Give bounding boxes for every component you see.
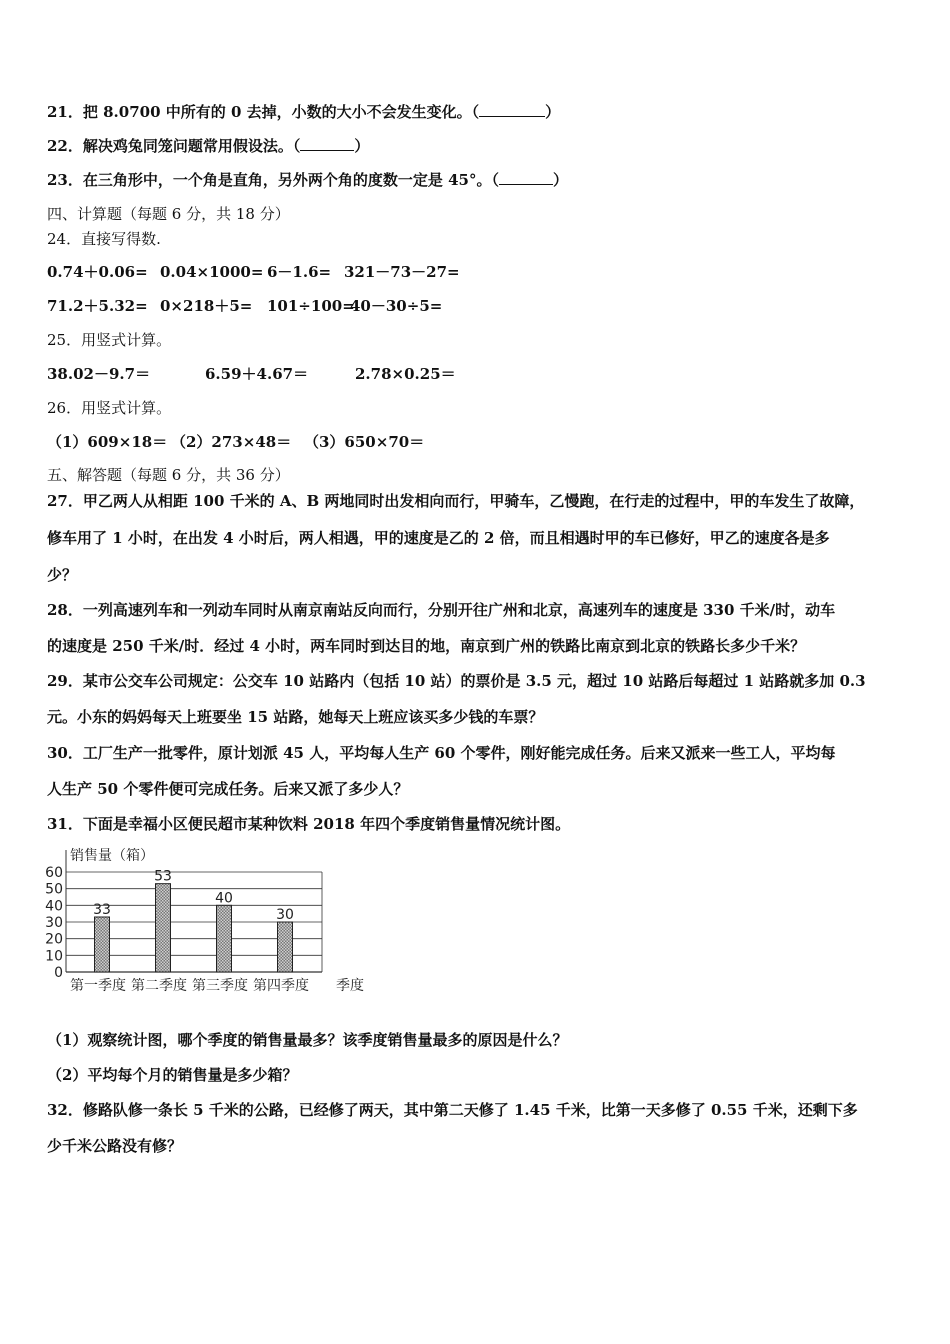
bar — [278, 922, 293, 972]
q27-line-2: 修车用了 1 小时，在出发 4 小时后，两人相遇，甲的速度是乙的 2 倍，而且相遇时甲的车已修好，甲乙的速度各是多 — [47, 529, 830, 547]
sales-bar-chart — [42, 840, 382, 995]
q23-line — [47, 170, 568, 190]
y-tick-label: 40 — [45, 898, 63, 915]
q25-item: 2.78×0.25＝ — [355, 365, 456, 383]
section-4-heading: 四、计算题（每题 6 分，共 18 分） — [47, 205, 290, 223]
bar-value-label: 40 — [215, 890, 233, 907]
q22-answer-blank[interactable] — [300, 136, 354, 151]
q32-line-2: 少千米公路没有修？ — [47, 1137, 183, 1155]
y-tick-label: 60 — [45, 865, 63, 881]
q29-line-2: 元。小东的妈妈每天上班要坐 15 站路，她每天上班应该买多少钱的车票？ — [47, 708, 544, 726]
q29-line-1: 29．某市公交车公司规定：公交车 10 站路内（包括 10 站）的票价是 3.5 元，超过 10 站路后每超过 1 站路就多加 0.3 — [47, 672, 866, 690]
q24-item: 0.74＋0.06= — [47, 263, 148, 281]
y-tick-label: 10 — [45, 948, 63, 965]
q26-item: （2）273×48＝ — [171, 433, 292, 451]
bar — [217, 905, 232, 972]
q23-close: ） — [552, 171, 568, 189]
q31-sub-2: （2）平均每个月的销售量是多少箱？ — [47, 1066, 298, 1084]
q21-text: 21．把 8.0700 中所有的 0 去掉，小数的大小不会发生变化。（ — [47, 103, 480, 121]
q21-close: ） — [545, 103, 561, 121]
q27-line-3: 少？ — [47, 566, 78, 584]
q32-line-1: 32．修路队修一条长 5 千米的公路，已经修了两天，其中第二天修了 1.45 千米，比第一天多修了 0.55 千米，还剩下多 — [47, 1101, 858, 1119]
q24-item: 321－73－27= — [344, 263, 460, 281]
q23-text: 23．在三角形中，一个角是直角，另外两个角的度数一定是 45°。（ — [47, 171, 499, 189]
q31-title: 31．下面是幸福小区便民超市某种饮料 2018 年四个季度销售量情况统计图。 — [47, 815, 571, 833]
y-tick-label: 30 — [45, 915, 63, 931]
x-tick-label: 第三季度 — [192, 978, 248, 994]
q24-row-1 — [47, 262, 460, 282]
q22-line — [47, 136, 369, 156]
q24-title: 24．直接写得数. — [47, 230, 161, 248]
y-tick-label: 50 — [45, 881, 63, 898]
q24-row-2 — [47, 296, 442, 316]
q21-line — [47, 102, 560, 122]
y-axis-title: 销售量（箱） — [70, 848, 154, 864]
bar-value-label: 30 — [276, 907, 294, 923]
q26-items — [47, 432, 424, 452]
q25-item: 38.02－9.7＝ — [47, 365, 151, 383]
q24-item: 6－1.6= — [267, 263, 332, 281]
q23-answer-blank[interactable] — [499, 170, 553, 185]
q30-line-1: 30．工厂生产一批零件，原计划派 45 人，平均每人生产 60 个零件，刚好能完成任务。后来又派来一些工人，平均每 — [47, 744, 836, 762]
q26-item: （3）650×70＝ — [304, 433, 425, 451]
q30-line-2: 人生产 50 个零件便可完成任务。后来又派了多少人？ — [47, 780, 409, 798]
x-axis-title: 季度 — [336, 978, 364, 994]
q28-line-1: 28．一列高速列车和一列动车同时从南京南站反向而行，分别开往广州和北京，高速列车的速度是 330 千米/时，动车 — [47, 601, 836, 619]
q22-close: ） — [354, 137, 370, 155]
x-tick-label: 第一季度 — [70, 978, 126, 994]
q27-line-1: 27．甲乙两人从相距 100 千米的 A、B 两地同时出发相向而行，甲骑车，乙慢跑，在行走的过程中，甲的车发生了故障， — [47, 492, 865, 510]
section-5-heading: 五、解答题（每题 6 分，共 36 分） — [47, 466, 290, 484]
x-tick-label: 第四季度 — [253, 978, 309, 994]
bar-value-label: 53 — [154, 868, 172, 885]
x-tick-label: 第二季度 — [131, 978, 187, 994]
q31-sub-1: （1）观察统计图，哪个季度的销售量最多？该季度销售量最多的原因是什么？ — [47, 1031, 568, 1049]
y-tick-label: 20 — [45, 931, 63, 948]
q25-items — [47, 364, 456, 384]
q24-item: 71.2＋5.32= — [47, 297, 148, 315]
q24-item: 40－30÷5= — [350, 297, 443, 315]
bar-value-label: 33 — [93, 902, 111, 918]
q25-item: 6.59＋4.67＝ — [205, 365, 309, 383]
q24-item: 0.04×1000= — [160, 263, 264, 281]
y-tick-label: 0 — [54, 965, 63, 981]
q24-item: 0×218＋5= — [160, 297, 253, 315]
q24-item: 101÷100= — [267, 297, 355, 315]
q21-answer-blank[interactable] — [479, 102, 545, 117]
q26-item: （1）609×18＝ — [47, 433, 168, 451]
bar — [156, 884, 171, 972]
q26-title: 26．用竖式计算。 — [47, 399, 172, 417]
q25-title: 25．用竖式计算。 — [47, 331, 172, 349]
q22-text: 22．解决鸡兔同笼问题常用假设法。（ — [47, 137, 301, 155]
bar — [95, 917, 110, 972]
q28-line-2: 的速度是 250 千米/时．经过 4 小时，两车同时到达目的地，南京到广州的铁路比南京到北京的铁路长多少千米？ — [47, 637, 806, 655]
